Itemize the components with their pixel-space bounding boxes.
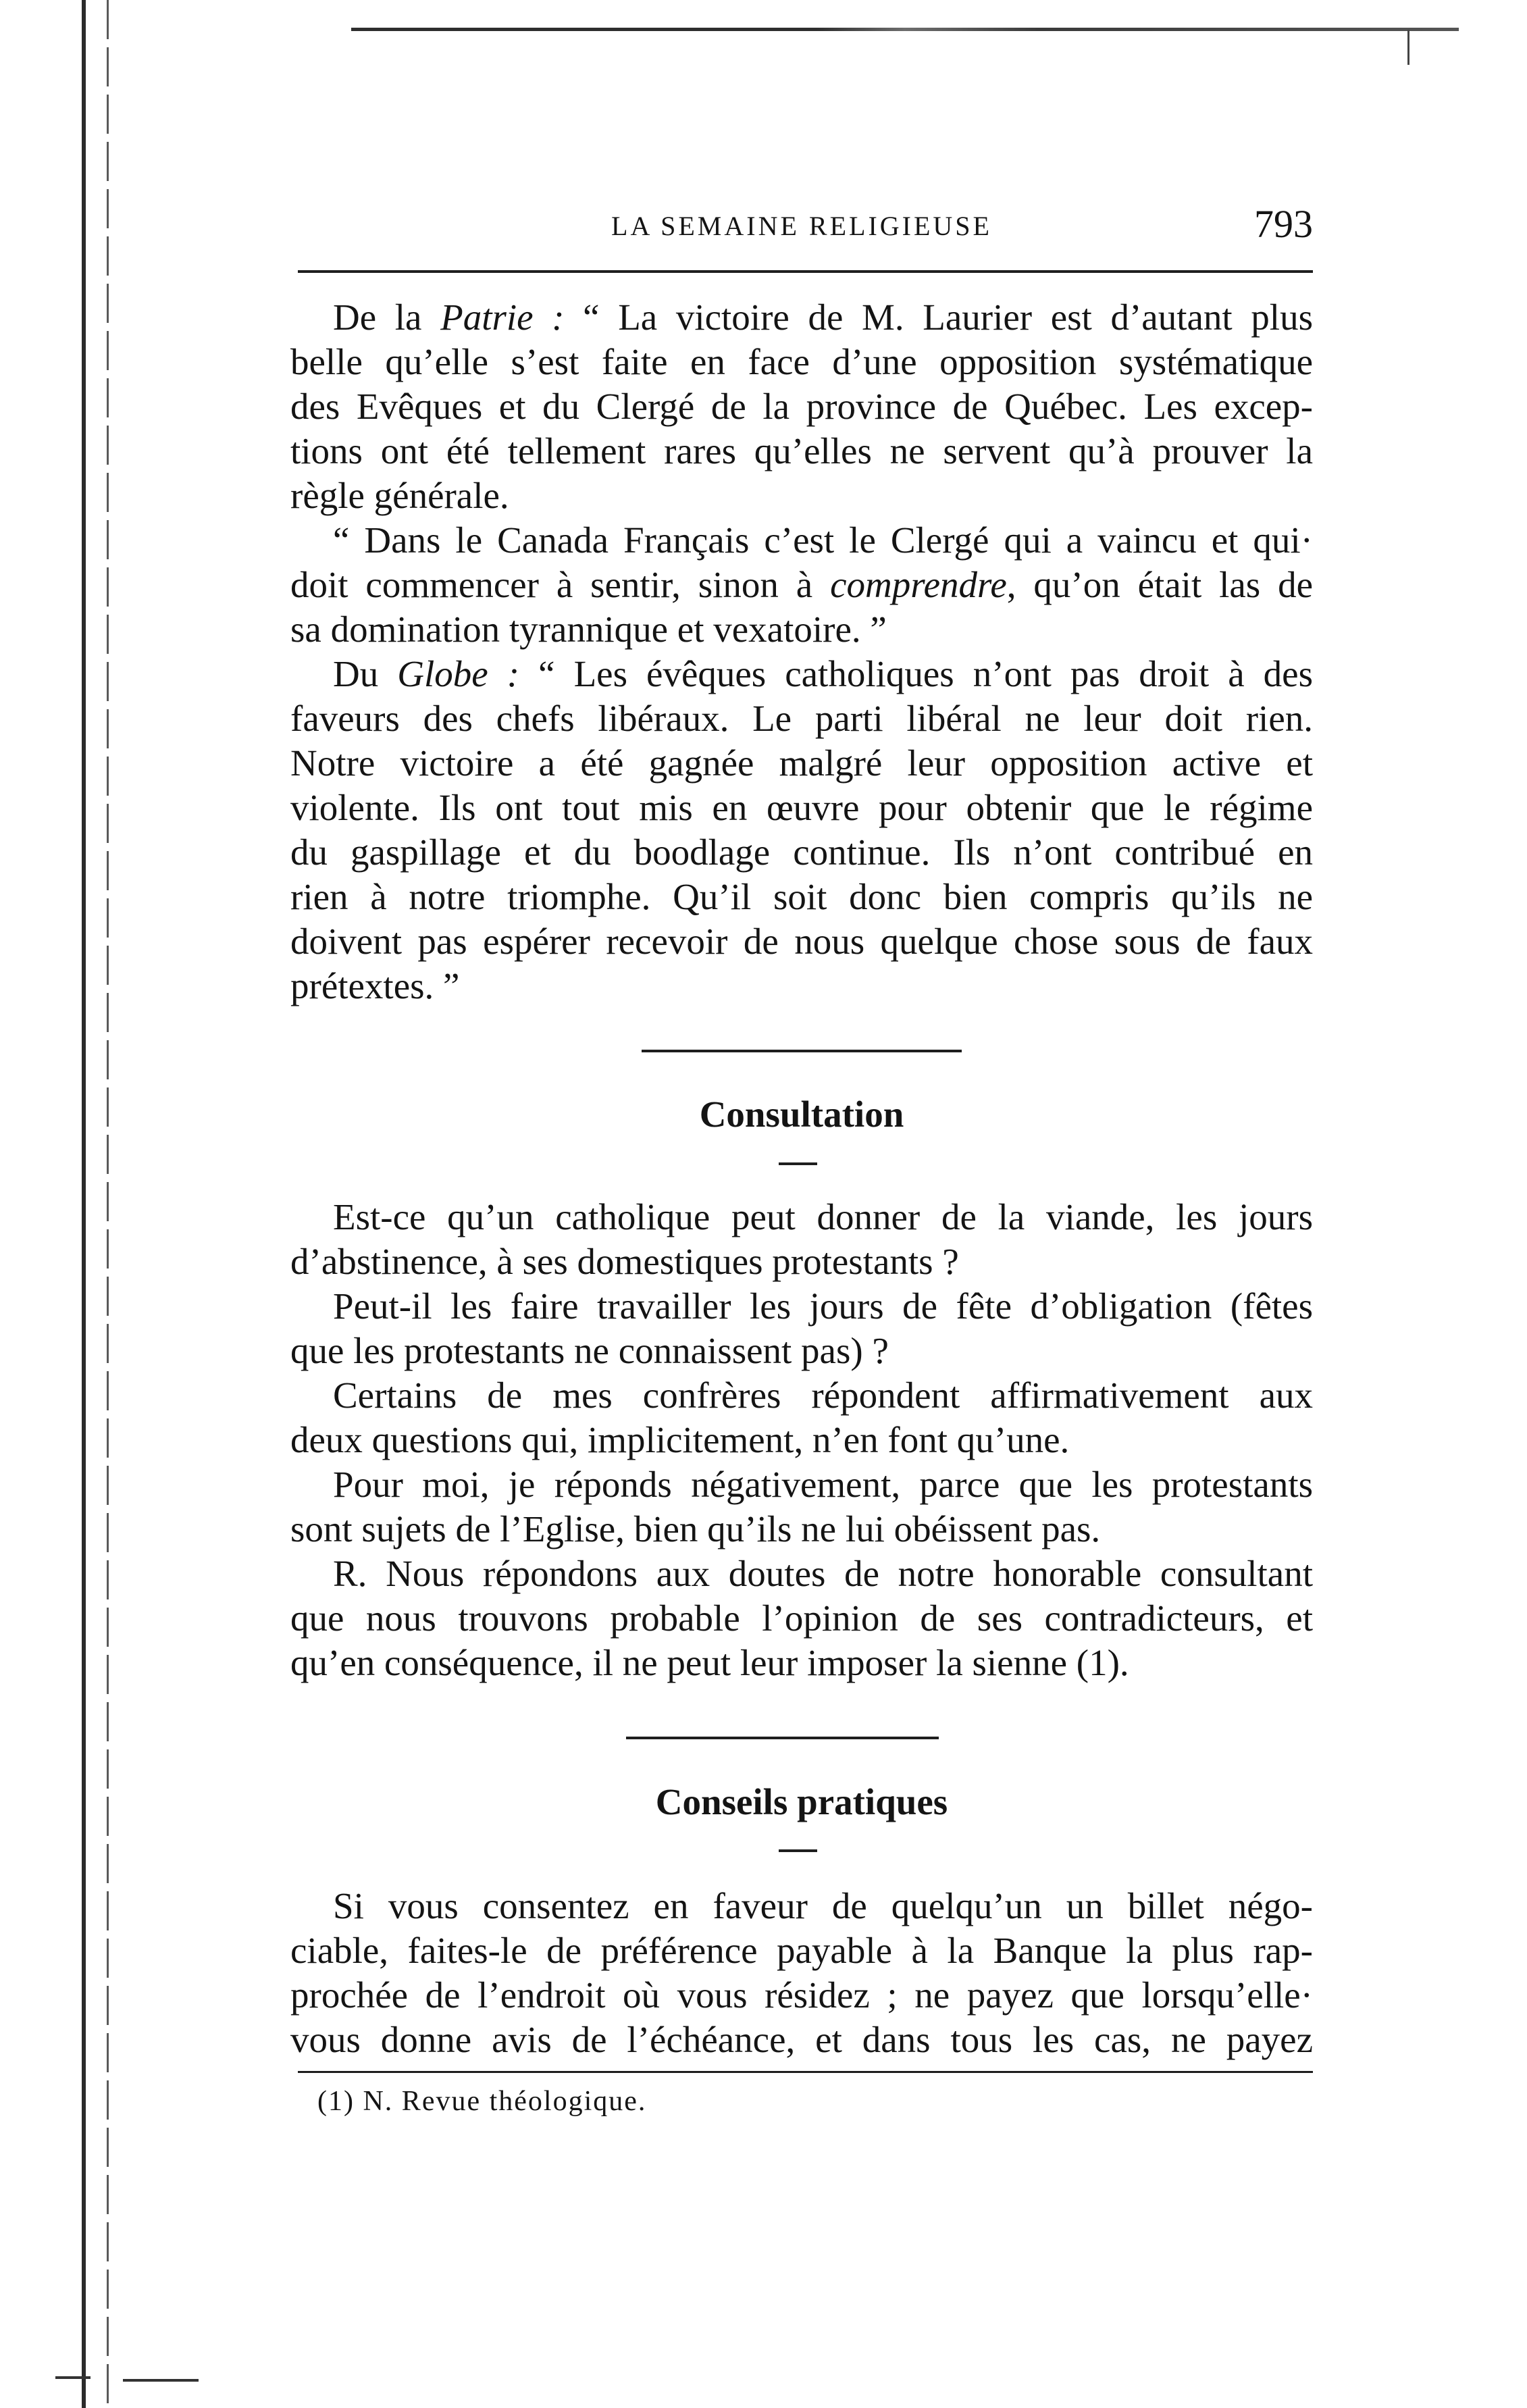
text-line: prétextes. ”	[290, 965, 460, 1006]
text-line: Certains de mes confrères répondent affirmativement aux	[333, 1375, 1313, 1416]
footnote-rule	[298, 2071, 1313, 2073]
text-segment: doit commencer à sentir, sinon à	[290, 564, 831, 605]
text-line: R. Nous répondons aux doutes de notre honorable consultant	[333, 1553, 1313, 1594]
section-heading-consultation: Consultation	[699, 1094, 904, 1135]
conseils-pratiques-block	[290, 1884, 1313, 2062]
heading-dash	[779, 1162, 817, 1165]
text-line: rien à notre triomphe. Qu’il soit donc bien compris qu’ils ne	[290, 876, 1313, 917]
bottom-corner-mark	[123, 2379, 199, 2382]
text-line: doivent pas espérer recevoir de nous quelque chose sous de faux	[290, 921, 1313, 962]
heading-dash	[779, 1849, 817, 1852]
header-rule	[298, 270, 1313, 273]
text-line: faveurs des chefs libéraux. Le parti libéral ne leur doit rien.	[290, 698, 1313, 739]
text-segment: “ La victoire de M. Laurier est d’autant plus	[564, 297, 1313, 338]
emphasized-word: comprendre	[830, 564, 1007, 605]
newspaper-title: Globe :	[397, 653, 520, 694]
top-scan-edge-tick	[1407, 30, 1409, 65]
text-line: ciable, faites-le de préférence payable à la Banque la plus rap-	[290, 1930, 1313, 1971]
section-separator-rule	[626, 1737, 939, 1739]
text-line: “ Dans le Canada Français c’est le Clergé qui a vaincu et qui·	[333, 519, 1313, 561]
text-line: des Evêques et du Clergé de la province de Québec. Les excep-	[290, 386, 1313, 427]
binding-edge-line	[82, 0, 86, 2408]
running-title: LA SEMAINE RELIGIEUSE	[611, 211, 992, 241]
text-line: prochée de l’endroit où vous résidez ; ne payez que lorsqu’elle·	[290, 1974, 1313, 2016]
section-heading-conseils-pratiques: Conseils pratiques	[655, 1781, 948, 1822]
binding-edge-line-faint	[107, 0, 109, 2408]
bottom-corner-mark	[55, 2376, 90, 2379]
text-line: Notre victoire a été gagnée malgré leur opposition active et	[290, 742, 1313, 784]
text-line: sont sujets de l’Eglise, bien qu’ils ne lui obéissent pas.	[290, 1508, 1101, 1549]
text-line: Peut-il les faire travailler les jours de fête d’obligation (fêtes	[333, 1285, 1313, 1327]
text-line	[290, 295, 1313, 340]
text-line: qu’en conséquence, il ne peut leur imposer la sienne (1).	[290, 1642, 1129, 1683]
text-line: belle qu’elle s’est faite en face d’une opposition systématique	[290, 341, 1313, 382]
text-segment: “ Les évêques catholiques n’ont pas droit à des	[519, 653, 1313, 694]
press-excerpts-block	[290, 295, 1313, 1008]
text-line: violente. Ils ont tout mis en œuvre pour obtenir que le régime	[290, 787, 1313, 828]
text-line: Pour moi, je réponds négativement, parce que les protestants	[333, 1464, 1313, 1505]
text-line: Si vous consentez en faveur de quelqu’un un billet négo-	[333, 1885, 1313, 1926]
text-line: sa domination tyrannique et vexatoire. ”	[290, 609, 887, 650]
newspaper-title: Patrie :	[440, 297, 565, 338]
text-line: du gaspillage et du boodlage continue. Ils n’ont contribué en	[290, 831, 1313, 873]
text-line	[290, 652, 1313, 696]
consultation-block	[290, 1195, 1313, 1685]
page-number: 793	[1254, 202, 1313, 246]
text-line: que les protestants ne connaissent pas) ?	[290, 1330, 889, 1371]
text-line: Est-ce qu’un catholique peut donner de la viande, les jours	[333, 1196, 1313, 1237]
text-segment: Du	[333, 653, 398, 694]
section-separator-rule	[642, 1050, 962, 1052]
text-line: deux questions qui, implicitement, n’en font qu’une.	[290, 1419, 1070, 1460]
text-segment: De la	[333, 297, 441, 338]
text-segment: , qu’on était las de	[1006, 564, 1313, 605]
text-line: que nous trouvons probable l’opinion de ses contradicteurs, et	[290, 1597, 1313, 1639]
top-scan-edge-rule	[351, 28, 1459, 31]
text-line	[290, 563, 1313, 607]
text-line: règle générale.	[290, 475, 509, 516]
text-line: d’abstinence, à ses domestiques protestants ?	[290, 1241, 959, 1282]
text-line: vous donne avis de l’échéance, et dans tous les cas, ne payez	[290, 2019, 1313, 2060]
text-line: tions ont été tellement rares qu’elles ne servent qu’à prouver la	[290, 430, 1313, 471]
footnote: (1) N. Revue théologique.	[317, 2086, 647, 2117]
